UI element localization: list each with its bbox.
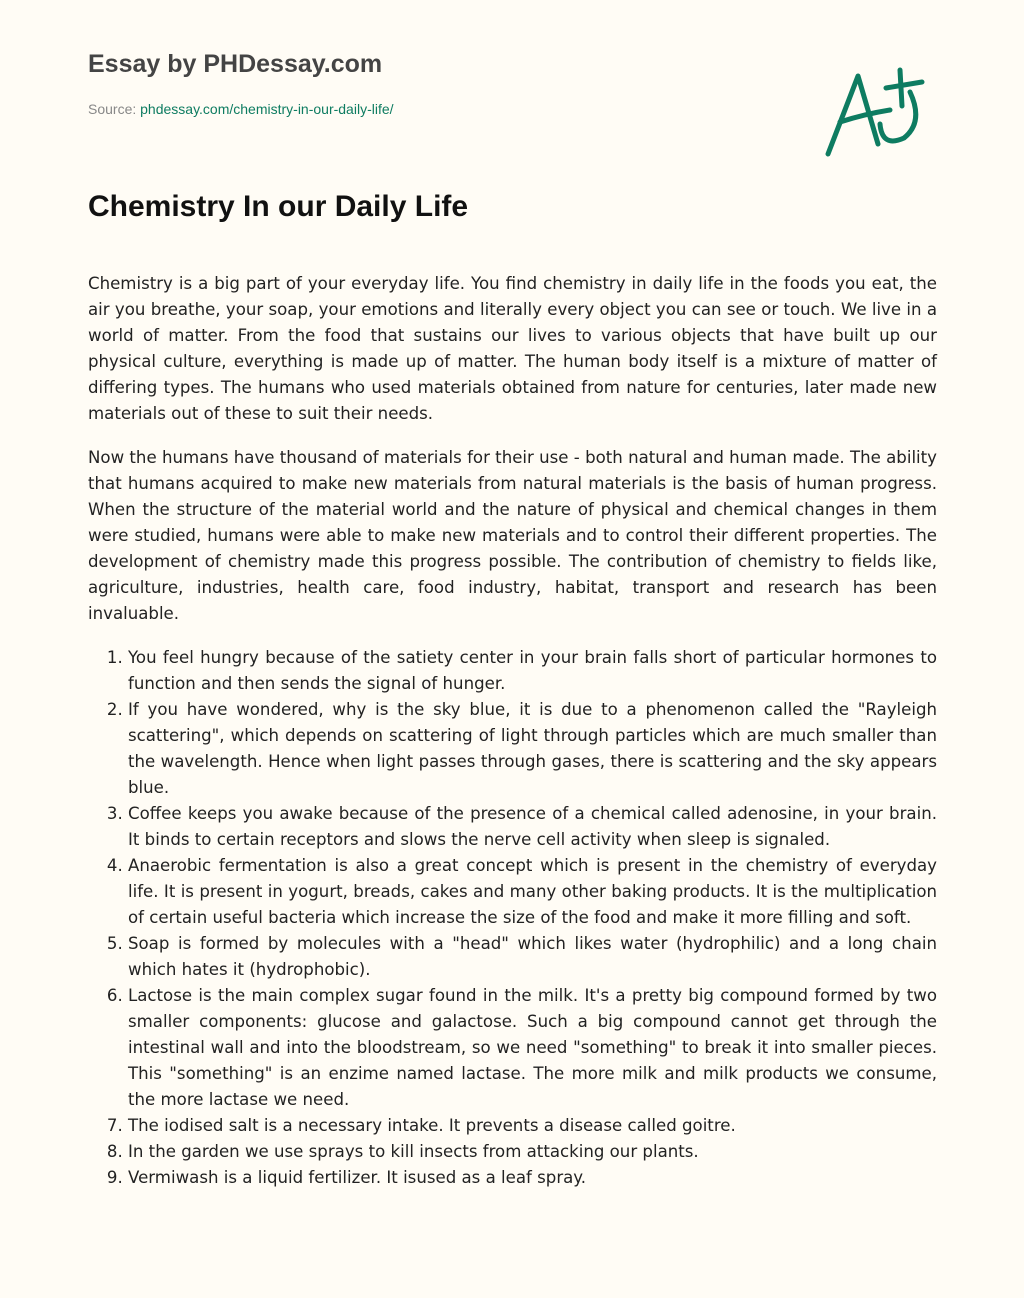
list-item: 5. Soap is formed by molecules with a "head" which likes water (hydrophilic) and a long chain which hates it (hydrophobic).: [128, 931, 937, 983]
list-item: 4. Anaerobic fermentation is also a great concept which is present in the chemistry of everyday life. It is present in yogurt, breads, cakes and many other baking products. It is the multiplication of certain useful bacteria which increase the size of the food and make it more filling and soft.: [128, 853, 937, 931]
list-item: 2. If you have wondered, why is the sky blue, it is due to a phenomenon called the "Rayleigh scattering", which depends on scattering of light through particles which are much smaller than the wavelength. Hence when light passes through gases, there is scattering and the sky appears blue.: [128, 697, 937, 801]
brand-title: Essay by PHDessay.com: [88, 50, 383, 78]
list-item: 3. Coffee keeps you awake because of the presence of a chemical called adenosine, in your brain. It binds to certain receptors and slows the nerve cell activity when sleep is signaled.: [128, 801, 937, 853]
a-plus-logo-icon: [820, 62, 930, 162]
list-item: 6. Lactose is the main complex sugar found in the milk. It's a pretty big compound formed by two smaller components: glucose and galactose. Such a big compound cannot get through the intestinal wall and into the bloodstream, so we need "something" to break it into smaller pieces. This "something" is an enzime named lactase. The more milk and milk products we consume, the more lactase we need.: [128, 983, 937, 1113]
facts-list: [88, 645, 937, 1191]
source-label: Source:: [88, 101, 137, 117]
source-link[interactable]: phdessay.com/chemistry-in-our-daily-life/: [140, 101, 394, 117]
essay-title: Chemistry In our Daily Life: [88, 190, 469, 223]
essay-body: [88, 271, 937, 1191]
paragraph: Now the humans have thousand of materials for their use - both natural and human made. The ability that humans acquired to make new materials from natural materials is the basis of human progress. When the structure of the material world and the nature of physical and chemical changes in them were studied, humans were able to make new materials and to control their different properties. The development of chemistry made this progress possible. The contribution of chemistry to fields like, agriculture, industries, health care, food industry, habitat, transport and research has been invaluable.: [88, 448, 937, 623]
list-item: 8. In the garden we use sprays to kill insects from attacking our plants.: [128, 1139, 937, 1165]
source-line: [88, 101, 394, 117]
paragraph: Chemistry is a big part of your everyday life. You find chemistry in daily life in the foods you eat, the air you breathe, your soap, your emotions and literally every object you can see or touch. We live in a world of matter. From the food that sustains our lives to various objects that have built up our physical culture, everything is made up of matter. The human body itself is a mixture of matter of differing types. The humans who used materials obtained from nature for centuries, later made new materials out of these to suit their needs.: [88, 274, 937, 423]
list-item: 7. The iodised salt is a necessary intake. It prevents a disease called goitre.: [128, 1113, 937, 1139]
list-item: 9. Vermiwash is a liquid fertilizer. It isused as a leaf spray.: [128, 1165, 937, 1191]
list-item: 1. You feel hungry because of the satiety center in your brain falls short of particular hormones to function and then sends the signal of hunger.: [128, 645, 937, 697]
